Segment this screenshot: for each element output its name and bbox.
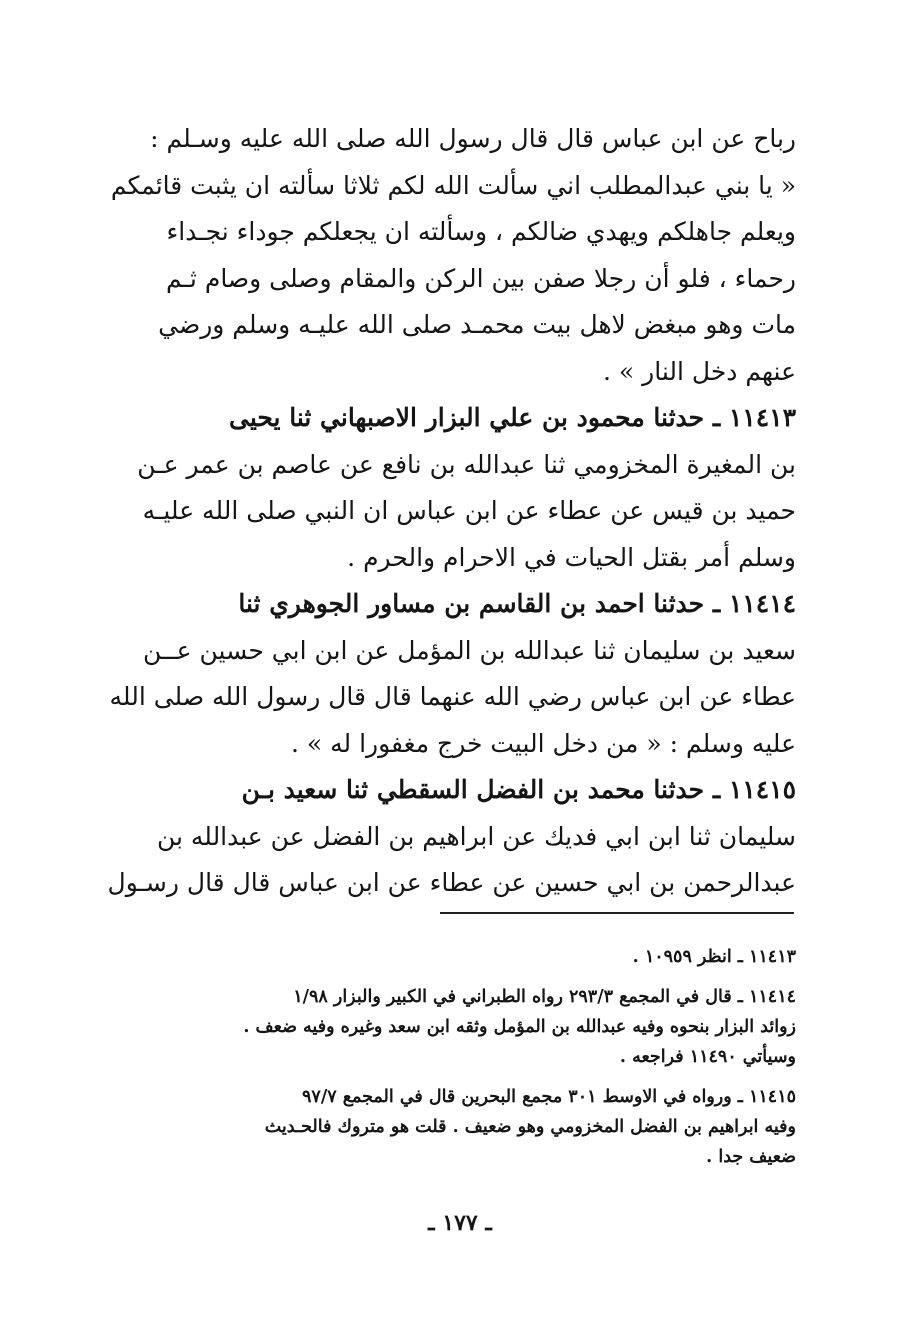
footnote-line: ١١٤١٣ ـ انظر ١٠٩٥٩ . (632, 947, 796, 967)
text-line: بن المغيرة المخزومي ثنا عبدالله بن نافع عن عاصم بن عمر عـن (137, 449, 796, 479)
text-line: سليمان ثنا ابن ابي فديك عن ابراهيم بن الفضل عن عبدالله بن (156, 821, 796, 851)
text-line: رحماء ، فلو أن رجلا صفن بين الركن والمقام وصلى وصام ثـم (165, 263, 796, 293)
footnote-divider (440, 912, 794, 914)
text-line: عطاء عن ابن عباس رضي الله عنهما قال قال رسول الله صلى الله (109, 682, 796, 711)
footnote-line: ١١٤١٥ ـ ورواه في الاوسط ٣٠١ مجمع البحرين قال في المجمع ٩٧/٧ (302, 1087, 796, 1107)
text-line: مات وهو مبغض لاهل بيت محمـد صلى الله عليـه وسلم ورضي (158, 310, 796, 339)
text-line: عنهم دخل النار » . (603, 356, 796, 386)
footnote-line: ضعيف جدا . (706, 1147, 796, 1167)
text-line: حميد بن قيس عن عطاء عن ابن عباس ان النبي صلى الله عليـه (142, 496, 796, 525)
footnote-line: وسيأتي ١١٤٩٠ فراجعه . (619, 1047, 796, 1067)
text-line: وسلم أمر بقتل الحيات في الاحرام والحرم . (347, 542, 796, 572)
main-text (80, 116, 796, 907)
hadith-11413-heading-line: ١١٤١٣ ـ حدثنا محمود بن علي البزار الاصبهاني ثنا يحيى (229, 403, 796, 432)
text-line: رباح عن ابن عباس قال قال رسول الله صلى الله عليه وسـلم : (150, 124, 796, 153)
text-line: سعيد بن سليمان ثنا عبدالله بن المؤمل عن ابن ابي حسين عــن (142, 635, 796, 665)
hadith-11415-heading-line: ١١٤١٥ ـ حدثنا محمد بن الفضل السقطي ثنا سعيد بـن (241, 775, 796, 804)
footnote-line: وفيه ابراهيم بن الفضل المخزومي وهو ضعيف . قلت هو متروك فالحـديث (264, 1117, 796, 1137)
text-line: عليه وسلم : « من دخل البيت خرج مغفورا له » . (290, 728, 796, 758)
footnotes (80, 942, 796, 1172)
text-line: « يا بني عبدالمطلب اني سألت الله لكم ثلاثا سألته ان يثبت قائمكم (110, 170, 796, 200)
page-number: ـ ١٧٧ ـ (428, 1210, 492, 1236)
footnote-line: زوائد البزار بنحوه وفيه عبدالله بن المؤمل وثقه ابن سعد وغيره وفيه ضعف . (243, 1017, 796, 1037)
footnote-line: ١١٤١٤ ـ قال في المجمع ٢٩٣/٣ رواه الطبراني في الكبير والبزار ١/٩٨ (293, 987, 796, 1007)
hadith-11414-heading-line: ١١٤١٤ ـ حدثنا احمد بن القاسم بن مساور الجوهري ثنا (238, 589, 796, 618)
text-line: عبدالرحمن بن ابي حسين عن عطاء عن ابن عباس قال قال رسـول (107, 868, 796, 897)
text-line: ويعلم جاهلكم ويهدي ضالكم ، وسألته ان يجعلكم جوداء نجـداء (166, 217, 796, 246)
